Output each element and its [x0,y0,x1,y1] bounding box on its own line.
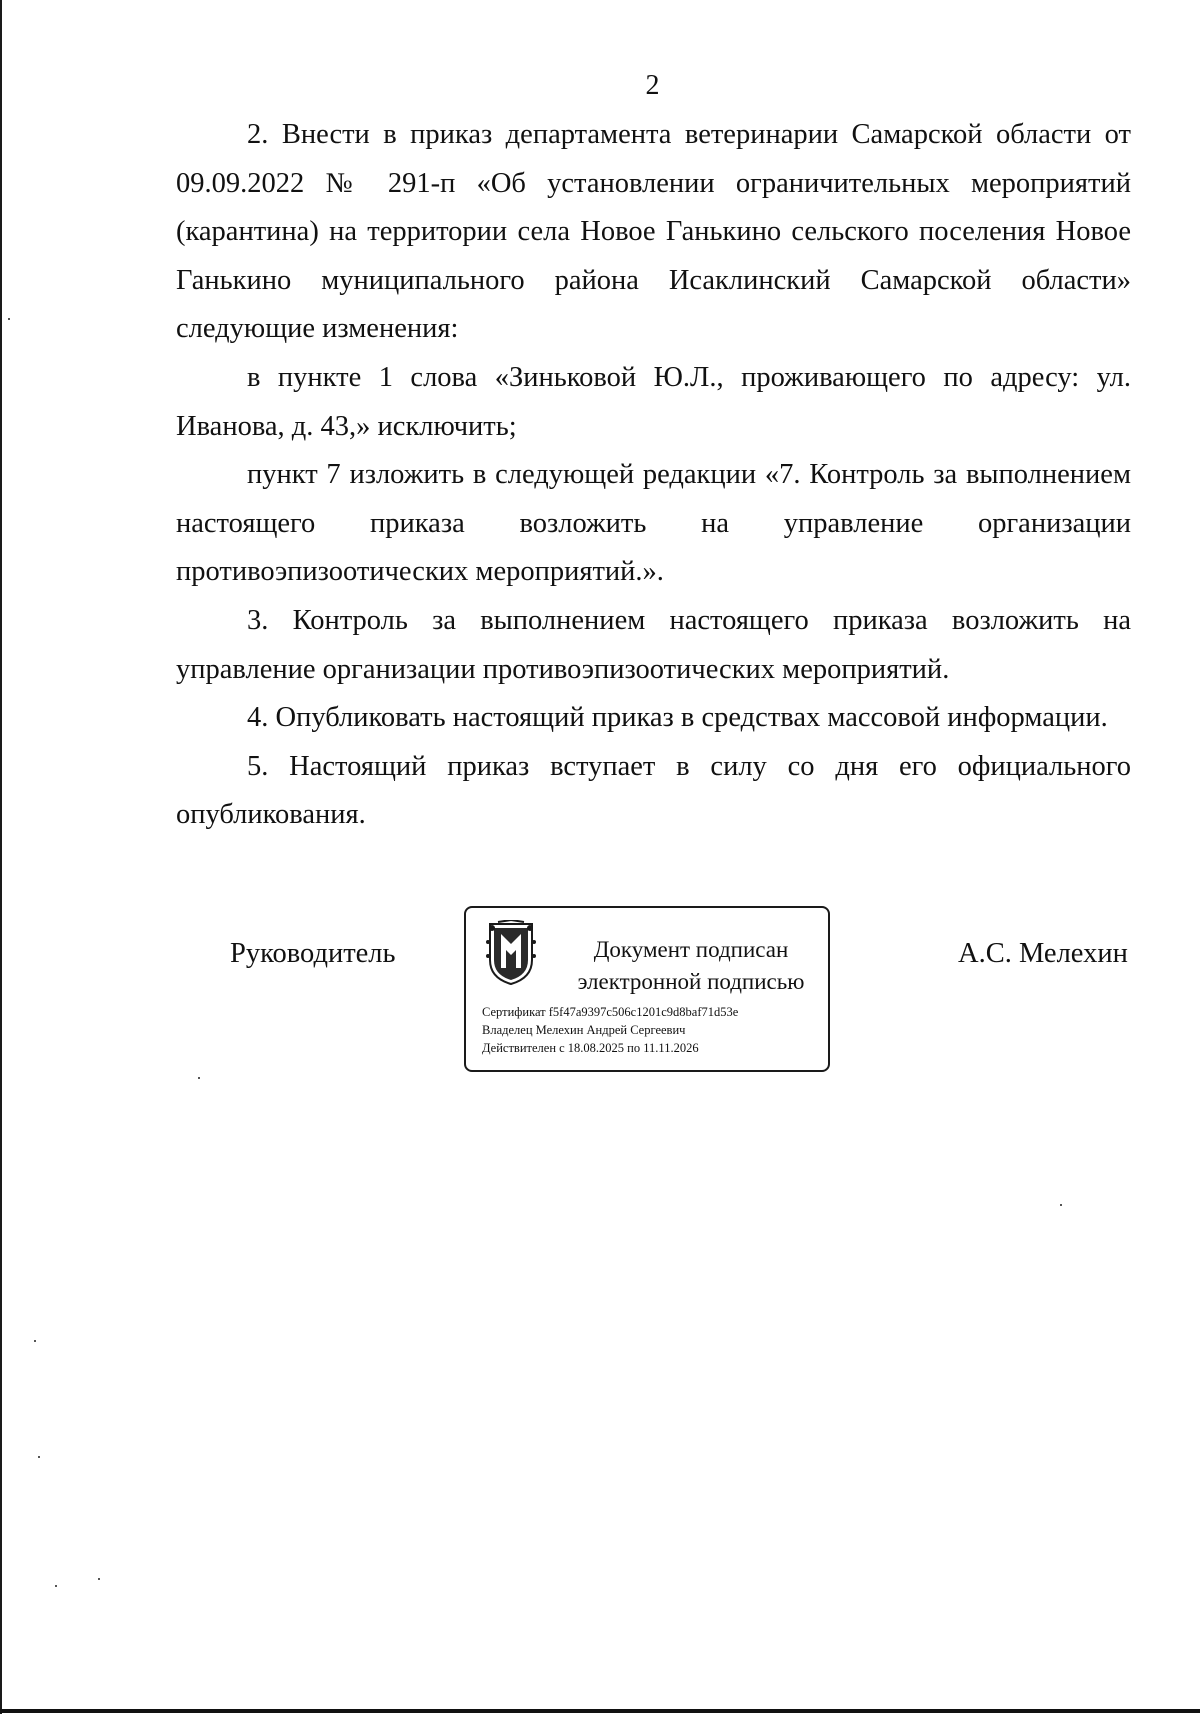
scan-speck [98,1578,100,1580]
paragraph-clause-1-change: в пункте 1 слова «Зиньковой Ю.Л., проживающего по адресу: ул. Иванова, д. 43,» исключить; [176,361,1131,442]
scan-left-edge [0,0,2,1714]
page-number: 2 [645,70,660,101]
esign-title-line-2: электронной подписью [577,969,805,994]
esign-details [482,1003,738,1057]
scan-speck [34,1340,36,1342]
paragraph-clause-7-change: пункт 7 изложить в следующей редакции «7. Контроль за выполнением настоящего приказа возложить на управление организации противоэпизоотических мероприятий.». [176,459,1131,588]
signatory-name: А.С. Мелехин [958,938,1128,969]
esign-title [566,934,816,998]
electronic-signature-stamp [464,906,830,1072]
scan-speck [55,1585,57,1587]
scan-speck [198,1077,200,1079]
esign-certificate: Сертификат f5f47a9397c506c1201c9d8baf71d53e [482,1005,739,1019]
document-body [176,111,1131,840]
scan-bottom-edge [0,1709,1200,1713]
scan-speck [8,318,10,320]
esign-title-line-1: Документ подписан [593,937,789,962]
paragraph-effective: 5. Настоящий приказ вступает в силу со дня его официального опубликования. [176,750,1131,831]
signatory-role: Руководитель [230,938,396,969]
scan-speck [1060,1204,1062,1206]
scan-speck [38,1456,40,1458]
esign-validity: Действителен с 18.08.2025 по 11.11.2026 [482,1041,699,1055]
samara-region-coat-of-arms-icon [484,920,538,986]
paragraph-amendment: 2. Внести в приказ департамента ветеринарии Самарской области от 09.09.2022 № 291-п «Об установлении ограничительных мероприятий (карантина) на территории села Новое Ганькино сельского поселения Новое Ганькино муниципального района Исаклинский Самарской области» следующие изменения: [176,119,1131,345]
paragraph-publish: 4. Опубликовать настоящий приказ в средствах массовой информации. [247,702,1108,734]
esign-owner: Владелец Мелехин Андрей Сергеевич [482,1023,686,1037]
paragraph-control: 3. Контроль за выполнением настоящего приказа возложить на управление организации противоэпизоотических мероприятий. [176,604,1131,685]
